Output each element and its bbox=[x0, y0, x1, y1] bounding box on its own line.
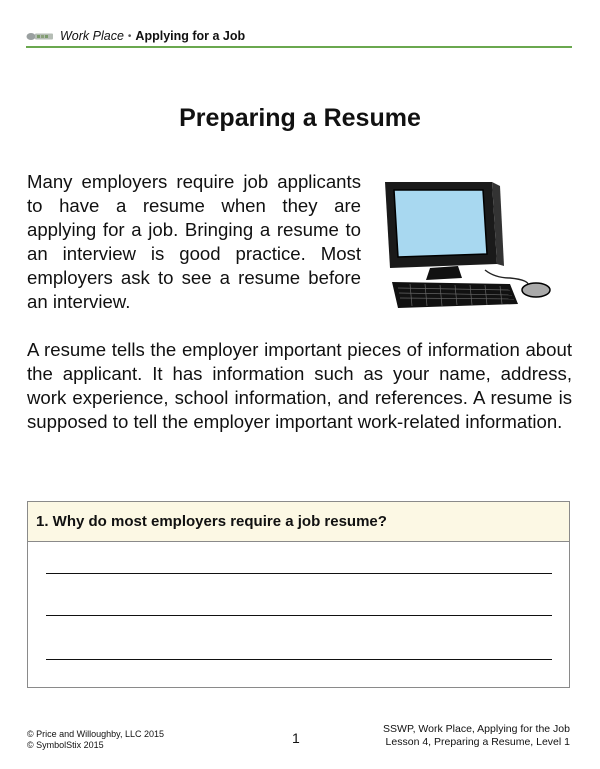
series-line: SSWP, Work Place, Applying for the Job bbox=[383, 723, 570, 735]
intro-paragraph: Many employers require job applicants to have a resume when they are applying for a job. Bringing a resume to an interview is good practice. Most employers ask to see a resume before an interview. bbox=[27, 171, 361, 312]
page-number: 1 bbox=[292, 730, 300, 746]
body-paragraph: A resume tells the employer important pieces of information about the applicant. It has information such as your name, address, work experience, school information, and references. A resume is supposed to tell the employer important work-related information. bbox=[27, 339, 572, 432]
footer-lesson-info bbox=[383, 723, 570, 749]
answer-line[interactable] bbox=[46, 659, 552, 660]
question-text: 1. Why do most employers require a job resume? bbox=[28, 502, 569, 542]
answer-line[interactable] bbox=[46, 615, 552, 616]
copyright-line: © Price and Willoughby, LLC 2015 bbox=[27, 729, 165, 739]
lesson-line: Lesson 4, Preparing a Resume, Level 1 bbox=[385, 736, 570, 748]
copyright-line: © SymbolStix 2015 bbox=[27, 740, 104, 750]
answer-line[interactable] bbox=[46, 573, 552, 574]
header-separator: • bbox=[127, 30, 132, 42]
logo-icon bbox=[26, 32, 54, 41]
computer-icon bbox=[380, 178, 555, 316]
page-title: Preparing a Resume bbox=[179, 104, 421, 132]
header-topic: Applying for a Job bbox=[135, 29, 246, 43]
question-box bbox=[27, 501, 570, 688]
header-section: Work Place bbox=[60, 29, 124, 43]
footer-copyright bbox=[27, 729, 164, 751]
page-header bbox=[26, 26, 572, 48]
